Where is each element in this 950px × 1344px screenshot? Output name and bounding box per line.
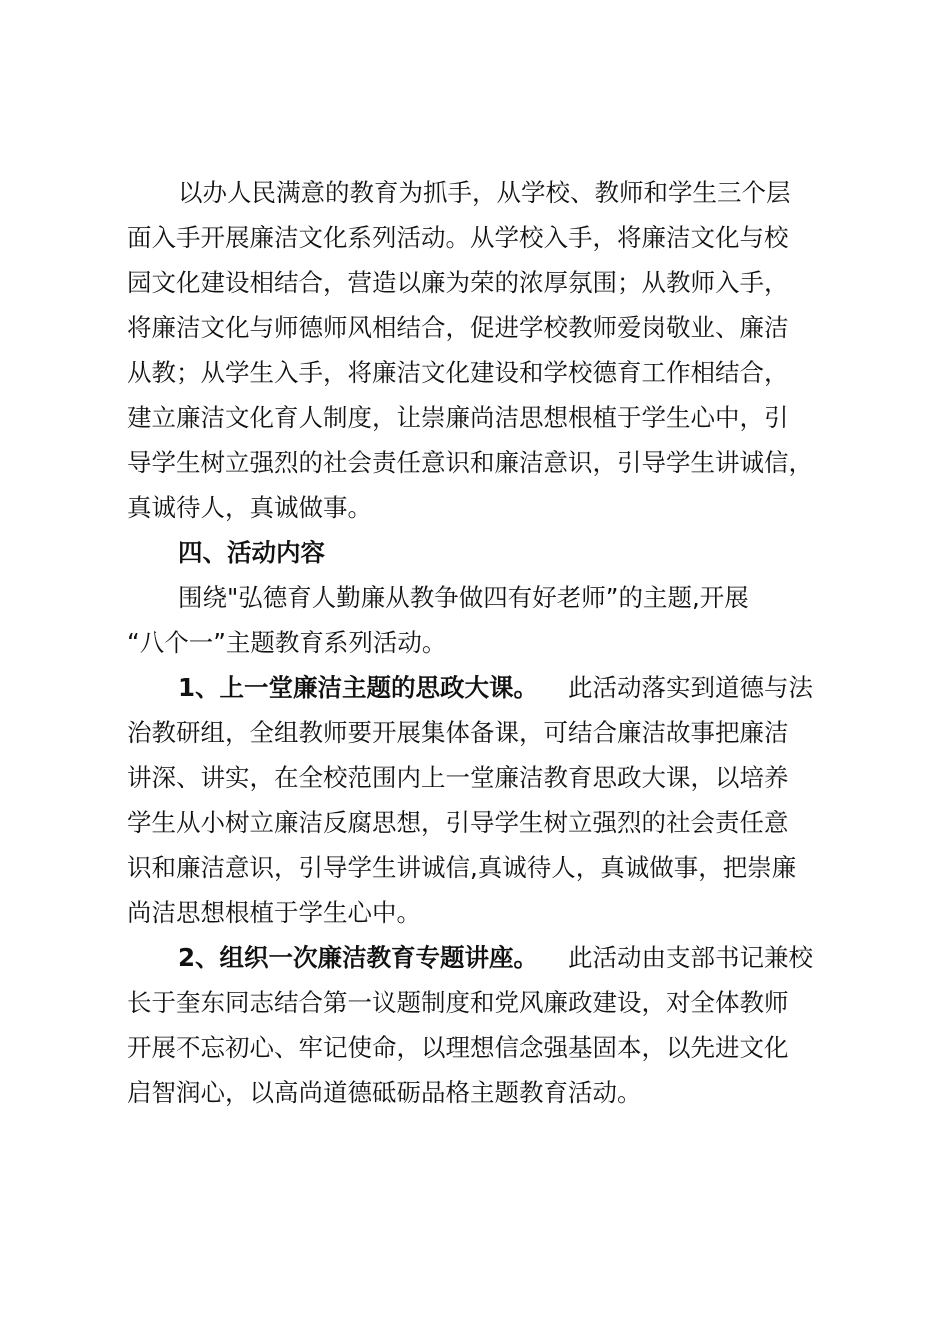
line-text: 建立廉洁文化育人制度，让崇廉尚洁思想根植于学生心中，引	[127, 403, 789, 432]
text-line	[0, 1071, 950, 1115]
line-text: “八个一”主题教育系列活动。	[127, 628, 447, 657]
text-line	[0, 261, 950, 305]
text-line	[0, 846, 950, 890]
text-line	[0, 621, 950, 665]
line-text: 学生从小树立廉洁反腐思想，引导学生树立强烈的社会责任意	[127, 808, 789, 837]
line-text: 启智润心，以高尚道德砥砺品格主题教育活动。	[127, 1078, 642, 1107]
text-line	[0, 666, 950, 710]
line-text: 尚洁思想根植于学生心中。	[127, 898, 421, 927]
text-line	[0, 306, 950, 350]
text-line	[0, 351, 950, 395]
text-line	[0, 801, 950, 845]
line-text: 导学生树立强烈的社会责任意识和廉洁意识，引导学生讲诚信，	[127, 448, 813, 477]
line-text: 以办人民满意的教育为抓手，从学校、教师和学生三个层	[178, 178, 791, 207]
line-text: 此活动由支部书记兼校	[568, 943, 813, 972]
line-text: 讲深、讲实，在全校范围内上一堂廉洁教育思政大课，以培养	[127, 763, 789, 792]
text-line	[0, 936, 950, 980]
text-line	[0, 216, 950, 260]
text-line	[0, 486, 950, 530]
text-line	[0, 981, 950, 1025]
line-text: 治教研组，全组教师要开展集体备课，可结合廉洁故事把廉洁	[127, 718, 789, 747]
line-text: 长于奎东同志结合第一议题制度和党风廉政建设，对全体教师	[127, 988, 789, 1017]
text-line	[0, 1026, 950, 1070]
text-line	[0, 756, 950, 800]
line-text: 此活动落实到道德与法	[568, 673, 813, 702]
text-line	[0, 891, 950, 935]
line-text: 从教；从学生入手，将廉洁文化建设和学校德育工作相结合，	[127, 358, 789, 387]
item-title-1: 1、上一堂廉洁主题的思政大课。	[178, 673, 539, 702]
line-text: 开展不忘初心、牢记使命，以理想信念强基固本，以先进文化	[127, 1033, 789, 1062]
line-text: 将廉洁文化与师德师风相结合，促进学校教师爱岗敬业、廉洁	[127, 313, 789, 342]
line-text: 园文化建设相结合，营造以廉为荣的浓厚氛围；从教师入手，	[127, 268, 789, 297]
line-text: 围绕"弘德育人勤廉从教争做四有好老师”的主题,开展	[178, 583, 749, 612]
text-line	[0, 396, 950, 440]
text-line	[0, 711, 950, 755]
section-heading-text: 四、活动内容	[178, 538, 325, 567]
line-text: 真诚待人，真诚做事。	[127, 493, 372, 522]
text-line	[0, 576, 950, 620]
line-text: 面入手开展廉洁文化系列活动。从学校入手，将廉洁文化与校	[127, 223, 789, 252]
section-heading	[0, 531, 950, 575]
text-line	[0, 441, 950, 485]
item-title-2: 2、组织一次廉洁教育专题讲座。	[178, 943, 539, 972]
text-line	[0, 171, 950, 215]
line-text: 识和廉洁意识，引导学生讲诚信,真诚待人，真诚做事，把崇廉	[127, 853, 797, 882]
